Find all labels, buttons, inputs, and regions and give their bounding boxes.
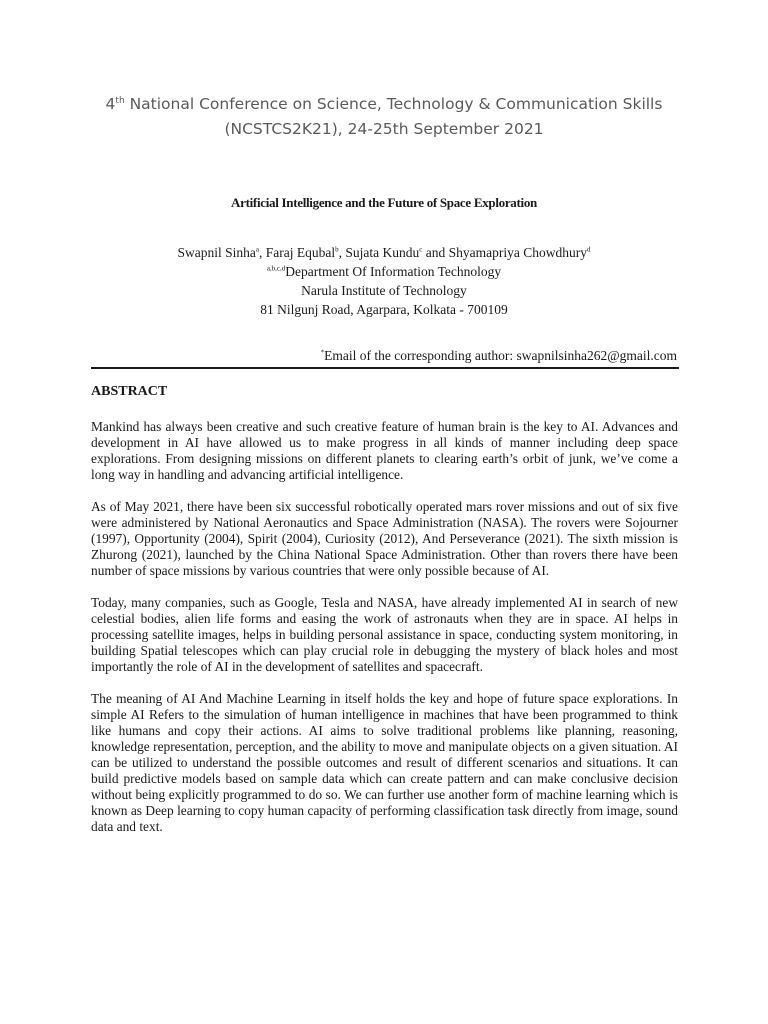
address: 81 Nilgunj Road, Agarpara, Kolkata - 700109	[260, 302, 508, 317]
conference-title-line1	[0, 92, 768, 117]
paragraph: The meaning of AI And Machine Learning in itself holds the key and hope of future space explorations. In simple AI Refers to the simulation of human intelligence in machines that have been programmed to think like humans and copy their actions. AI aims to solve traditional problems like planning, reasoning, knowledge representation, perception, and the ability to move and manipulate objects on a given situation. AI can be utilized to understand the possible outcomes and result of different scenarios and situations. It can build predictive models based on sample data which can create pattern and can make conclusive decision without being explicitly programmed to do so. We can further use another form of machine learning which is known as Deep learning to copy human capacity of performing classification task directly from image, sound data and text.	[91, 691, 678, 834]
paper-title: Artificial Intelligence and the Future of Space Exploration	[231, 195, 537, 210]
author-name: and Shyamapriya Chowdhury	[422, 245, 587, 260]
author-block	[0, 243, 768, 319]
abstract-body	[91, 419, 678, 851]
affiliation-marker: d	[586, 245, 591, 254]
institute: Narula Institute of Technology	[301, 283, 467, 298]
paragraph: Mankind has always been creative and such creative feature of human brain is the key to AI. Advances and development in AI have allowed us to make progress in all kinds of manner including deep space explorations. From designing missions on different planets to clearing earth’s orbit of junk, we’ve come a long way in handling and advancing artificial intelligence.	[91, 419, 678, 482]
affiliation-marker: a	[255, 245, 260, 254]
paragraph: As of May 2021, there have been six successful robotically operated mars rover missions and out of six five were administered by National Aeronautics and Space Administration (NASA). The rovers were Sojourner (1997), Opportunity (2004), Spirit (2004), Curiosity (2012), And Perseverance (2021). The sixth mission is Zhurong (2021), launched by the China National Space Administration. Other than rovers there have been number of space missions by various countries that were only possible because of AI.	[91, 499, 678, 578]
author-name: , Faraj Equbal	[259, 245, 336, 260]
department-line	[0, 262, 768, 281]
conference-title-line2: (NCSTCS2K21), 24-25th September 2021	[224, 120, 544, 138]
conference-name: National Conference on Science, Technology & Communication Skills	[124, 95, 663, 113]
affiliation-marker: a,b,c,d	[266, 264, 286, 273]
affiliation-marker: b	[335, 245, 339, 254]
author-name: Swapnil Sinha	[177, 245, 256, 260]
corresponding-email	[321, 348, 677, 364]
conference-edition-suffix: th	[115, 95, 125, 106]
abstract-heading: ABSTRACT	[91, 384, 168, 399]
department: Department Of Information Technology	[285, 264, 502, 279]
affiliation-marker: c	[419, 245, 423, 254]
email-text: Email of the corresponding author: swapnilsinha262@gmail.com	[324, 348, 677, 363]
divider	[91, 367, 679, 369]
author-name: , Sujata Kundu	[338, 245, 420, 260]
conference-title	[0, 92, 768, 142]
author-list	[0, 243, 768, 262]
conference-edition: 4	[105, 95, 116, 113]
paragraph: Today, many companies, such as Google, Tesla and NASA, have already implemented AI in search of new celestial bodies, alien life forms and easing the work of astronauts when they are in space. AI helps in processing satellite images, helps in building personal assistance in space, conducting system monitoring, in building Spatial telescopes which can play crucial role in debugging the mystery of black holes and most importantly the role of AI in the development of satellites and spacecraft.	[91, 595, 678, 674]
email-marker: *	[320, 348, 325, 357]
